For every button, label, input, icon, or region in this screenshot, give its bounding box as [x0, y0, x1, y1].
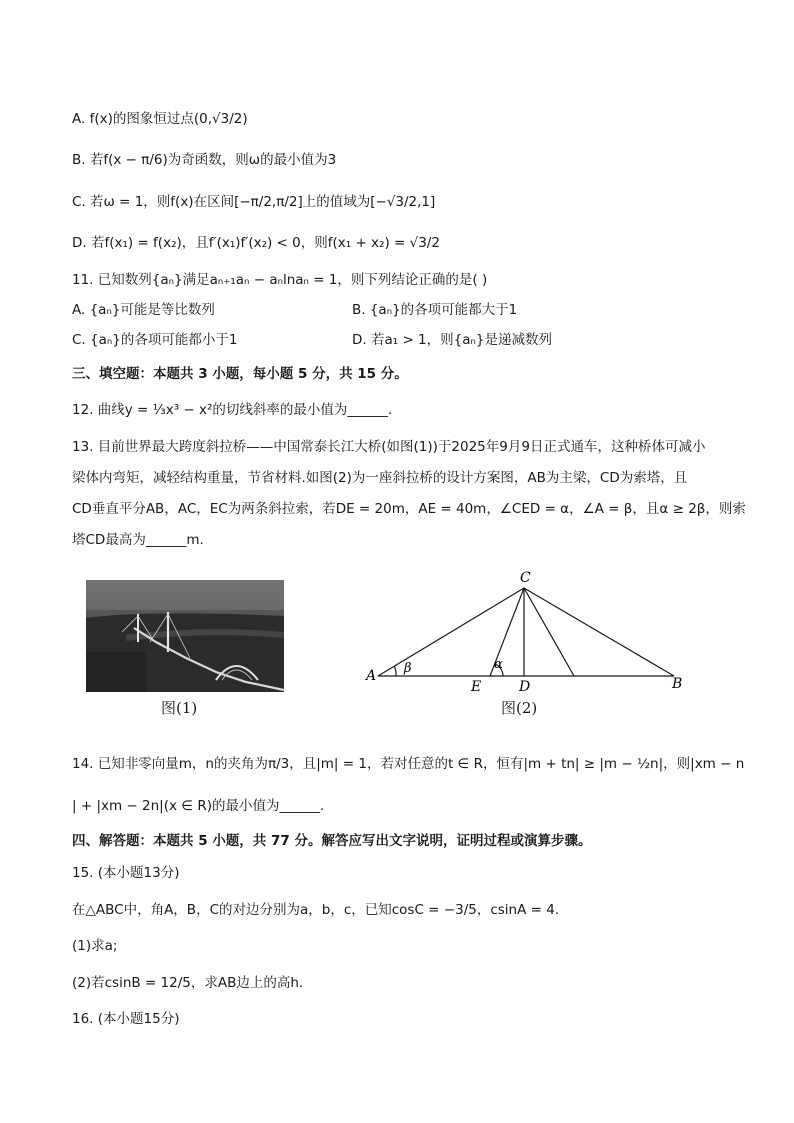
q13-line-4: 塔CD最高为______m. — [72, 532, 204, 548]
q13-line-3: CD垂直平分AB，AC，EC为两条斜拉索，若DE = 20m，AE = 40m，∠CED = α，∠A = β，且α ≥ 2β，则索 — [72, 501, 746, 517]
q14-line-1: 14. 已知非零向量m，n的夹角为π/3，且|m| = 1，若对任意的t ∈ R，恒有|m + tn| ≥ |m − ½n|，则|xm − n — [72, 756, 745, 772]
label-e: E — [471, 679, 482, 694]
q10-option-c: C. 若ω = 1，则f(x)在区间[−π/2,π/2]上的值域为[−√3/2,1] — [72, 194, 436, 210]
figure-2-caption: 图(2) — [501, 699, 538, 717]
label-a: A — [366, 668, 377, 684]
q15-part-1: (1)求a; — [72, 938, 118, 954]
q15-part-2: (2)若csinB = 12/5，求AB边上的高h. — [72, 975, 304, 991]
label-b: B — [672, 676, 683, 692]
angle-beta-arc — [394, 667, 396, 676]
q10-option-d: D. 若f(x₁) = f(x₂)，且f′(x₁)f′(x₂) < 0，则f(x₁ + x₂) = √3/2 — [72, 235, 440, 251]
cable-right — [524, 588, 574, 676]
label-c: C — [520, 570, 531, 586]
q11-stem: 11. 已知数列{aₙ}满足aₙ₊₁aₙ − aₙlnaₙ = 1，则下列结论正确的是( ) — [72, 272, 488, 288]
label-d: D — [519, 679, 531, 694]
label-alpha: α — [494, 657, 503, 672]
q13-line-1: 13. 目前世界最大跨度斜拉桥——中国常泰长江大桥(如图(1))于2025年9月9日正式通车，这种桥体可减小 — [72, 439, 706, 455]
q11-option-d: D. 若a₁ > 1，则{aₙ}是递减数列 — [352, 332, 552, 348]
q12-stem: 12. 曲线y = ⅓x³ − x²的切线斜率的最小值为______. — [72, 402, 393, 418]
bridge-photo — [86, 580, 284, 692]
q10-option-a: A. f(x)的图象恒过点(0,√3/2) — [72, 111, 248, 127]
q10-option-b: B. 若f(x − π/6)为奇函数，则ω的最小值为3 — [72, 152, 337, 168]
q11-option-a: A. {aₙ}可能是等比数列 — [72, 302, 215, 318]
q16-heading: 16. (本小题15分) — [72, 1011, 180, 1027]
q11-option-b: B. {aₙ}的各项可能都大于1 — [352, 302, 518, 318]
q15-stem: 在△ABC中，角A，B，C的对边分别为a，b，c，已知cosC = −3/5，csinA = 4. — [72, 902, 560, 918]
bridge-diagram — [360, 568, 700, 694]
q14-line-2: | + |xm − 2n|(x ∈ R)的最小值为______. — [72, 798, 325, 814]
q11-option-c: C. {aₙ}的各项可能都小于1 — [72, 332, 238, 348]
figure-1-caption: 图(1) — [161, 699, 198, 717]
q15-heading: 15. (本小题13分) — [72, 865, 180, 881]
section-4-heading: 四、解答题：本题共 5 小题，共 77 分。解答应写出文字说明，证明过程或演算步骤。 — [72, 833, 592, 849]
q13-line-2: 梁体内弯矩，减轻结构重量，节省材料.如图(2)为一座斜拉桥的设计方案图，AB为主梁，CD为索塔，且 — [72, 470, 688, 486]
cable-bc — [524, 588, 674, 676]
label-beta: β — [404, 661, 412, 676]
section-3-heading: 三、填空题：本题共 3 小题，每小题 5 分，共 15 分。 — [72, 366, 408, 382]
